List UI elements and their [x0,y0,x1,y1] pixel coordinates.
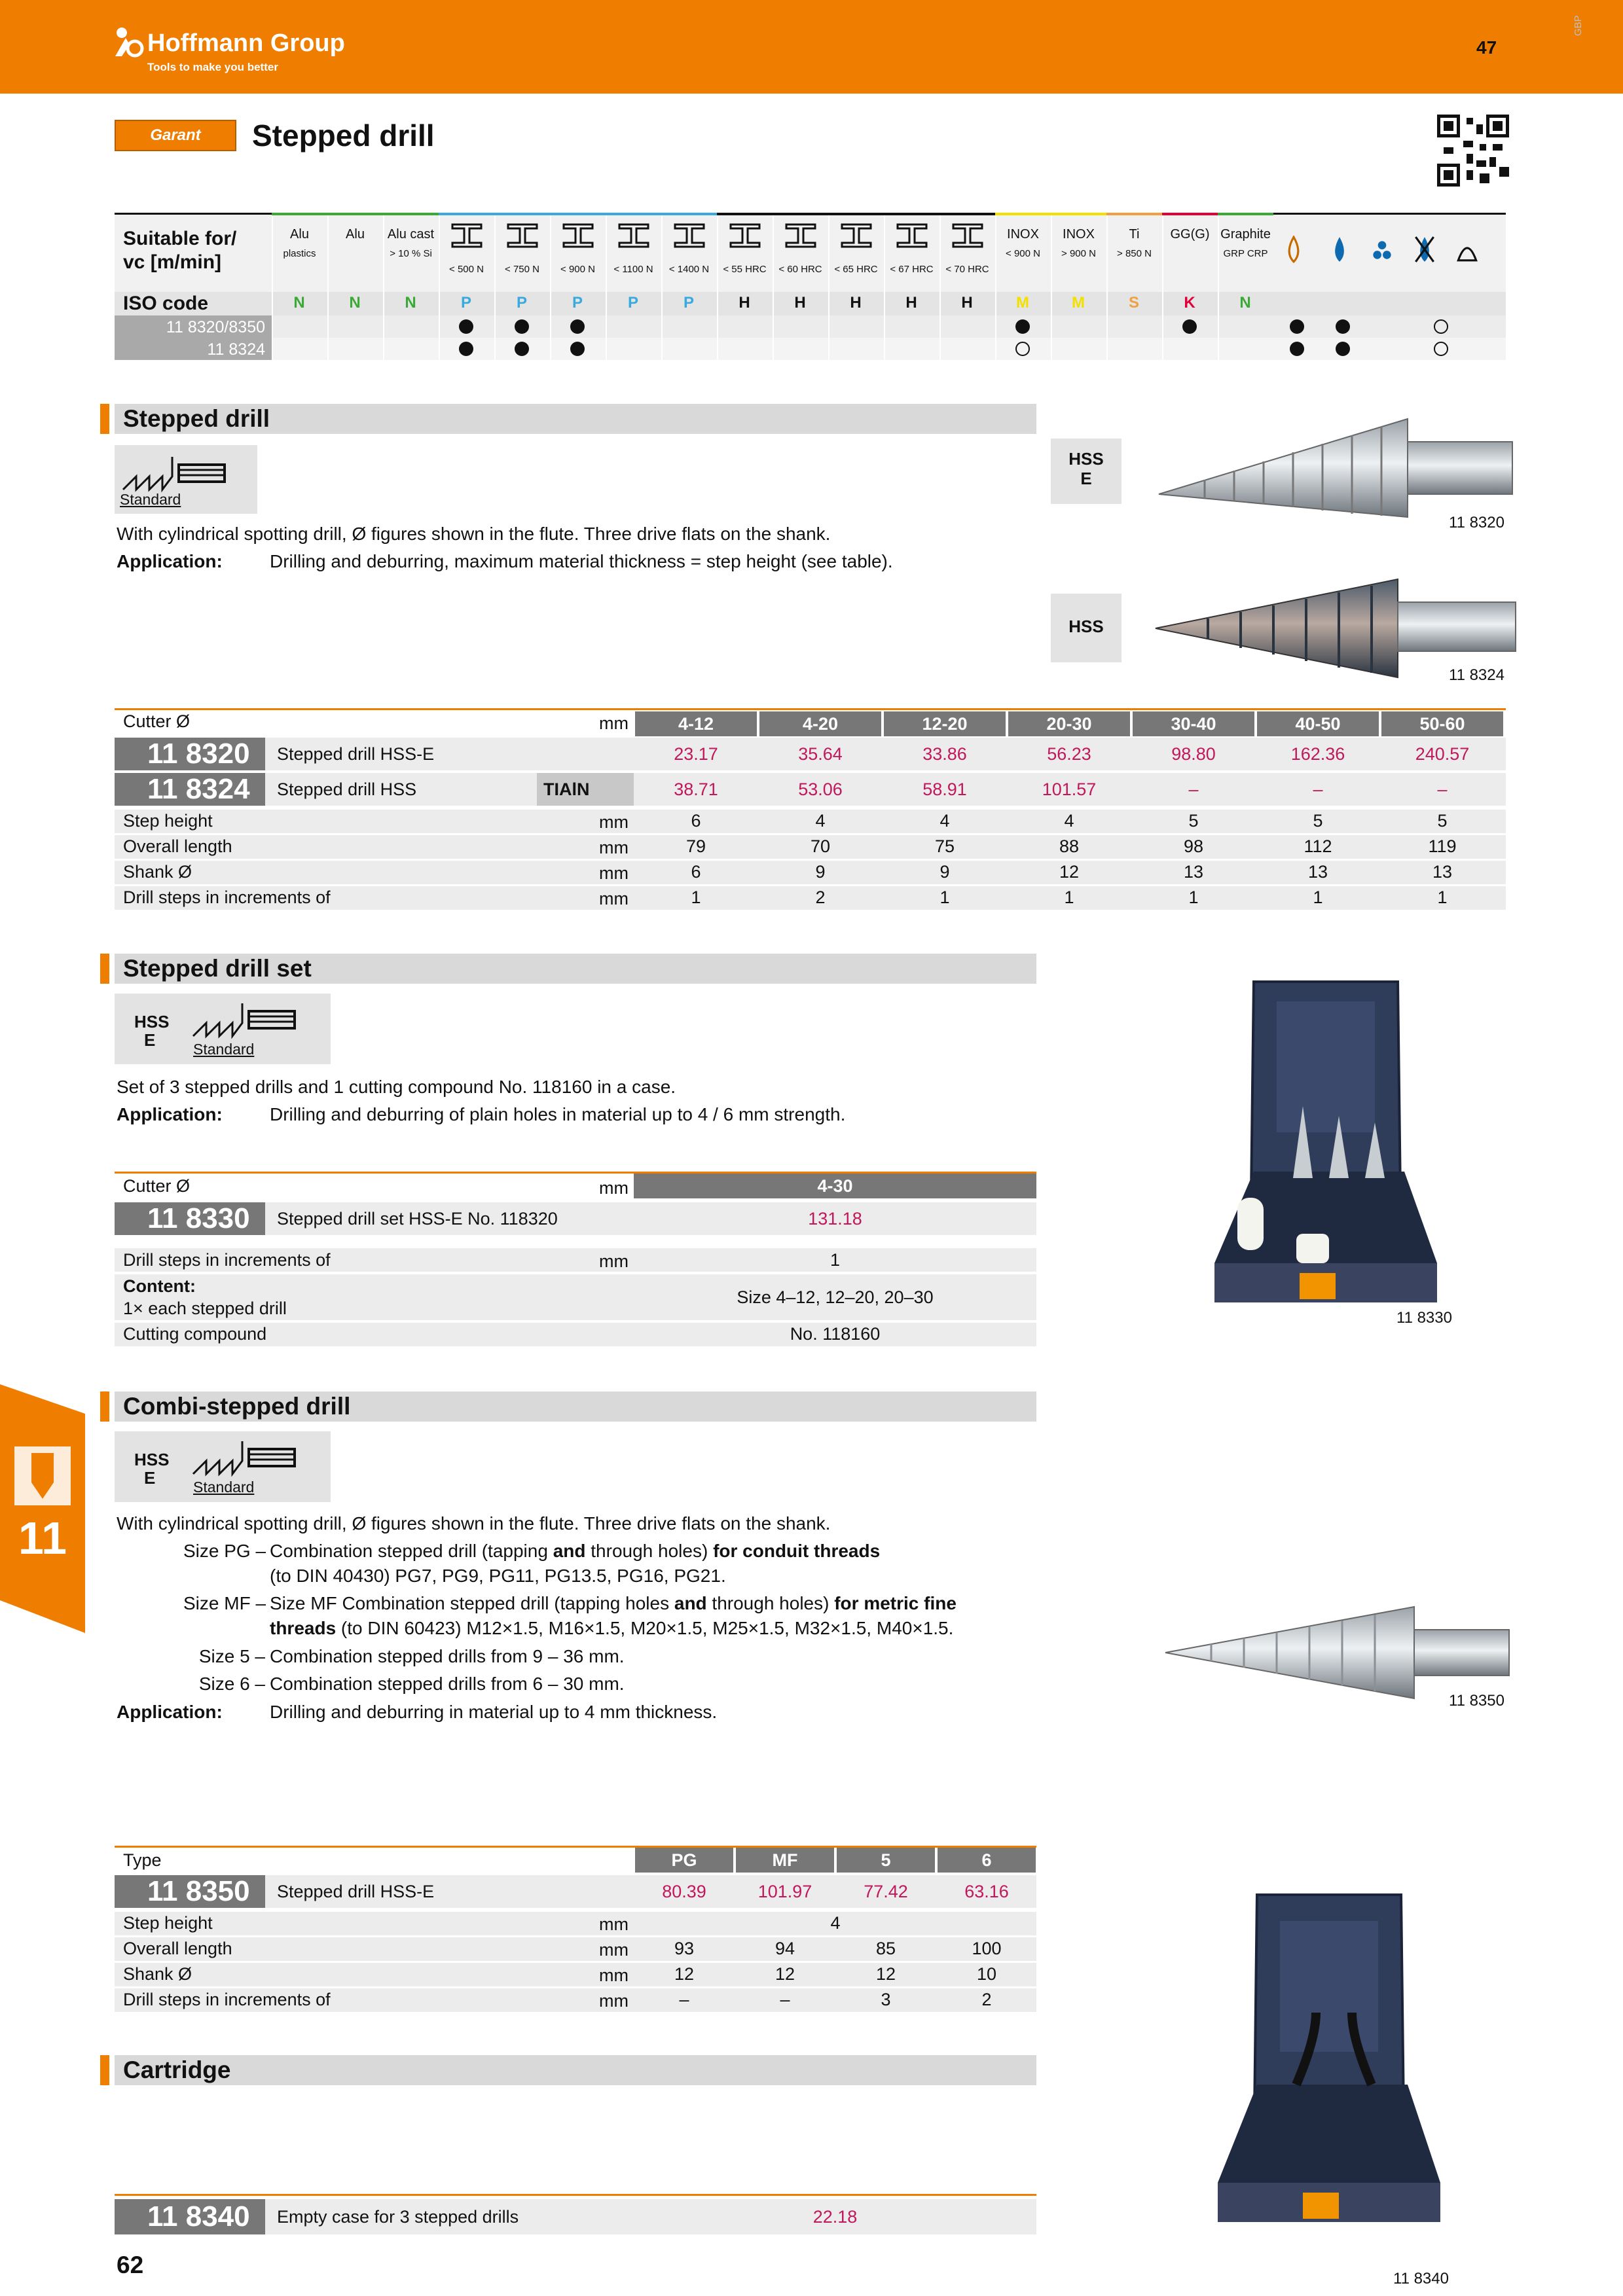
spec-value: 12 [775,1964,795,1984]
spec-value: 70 [810,836,831,856]
spec-value: 1 [1064,888,1074,907]
spec-value: 13 [1183,862,1204,882]
iso-code: P [572,294,583,312]
qr-code-icon[interactable] [1437,115,1509,187]
region-code: GBP [1573,15,1584,36]
iso-code: H [794,294,806,312]
price: – [1313,780,1323,799]
price: 101.97 [757,1882,812,1901]
iso-color-bar [1051,213,1106,215]
size-text-pg [270,1541,880,1562]
iso-color-bar [1106,213,1162,215]
iso-code: P [683,294,694,312]
section3-app-label: Application: [117,1702,223,1722]
spec-value: 79 [685,836,706,856]
material-column-divider [439,215,440,360]
price: 38.71 [674,780,718,799]
spec-label: Step height [123,811,213,831]
content-value: Size 4–12, 12–20, 20–30 [737,1287,934,1307]
divider [115,1272,1036,1273]
price: 63.16 [964,1882,1009,1901]
material-strength: < 1100 N [613,264,653,275]
spec-label: Step height [123,1913,213,1933]
steel-ibeam-icon [506,223,539,249]
suitable-dot [459,319,473,334]
suitable-dot [1336,342,1350,356]
material-name: INOX [1007,227,1039,242]
size-label-mf: Size MF – [183,1593,266,1613]
spec-value: – [679,1990,689,2009]
size-text: Size MF Combination stepped drill (tapping holes [270,1593,674,1613]
image-caption-118350: 11 8350 [1449,1692,1504,1710]
iso-color-bar [773,213,828,215]
standard-label: Standard [193,1479,255,1496]
suitable-dot [1182,319,1197,334]
material-strength: plastics [283,248,316,259]
price: 240.57 [1415,744,1470,764]
standard-icon-box [115,445,257,514]
size-header: 12-20 [884,711,1006,736]
section3-description: With cylindrical spotting drill, Ø figures shown in the flute. Three drive flats on the shank. [117,1513,831,1534]
table2-size-header: 4-30 [634,1174,1036,1198]
spec-value: 98 [1183,836,1204,856]
mat-row-2-label: 11 8324 [207,340,265,359]
price: 53.06 [798,780,843,799]
material-strength: < 900 N [1006,248,1040,259]
material-name: Alu cast [387,227,435,242]
price: 23.17 [674,744,718,764]
size-line2-mf [270,1618,953,1639]
material-strength: < 67 HRC [890,264,934,275]
suitable-dot [1290,342,1304,356]
mat-row-1-label: 11 8320/8350 [166,318,265,336]
conditional-ring [1015,342,1030,356]
material-strength: < 500 N [449,264,484,275]
standard-drill-icon [190,1000,321,1046]
article-description: Stepped drill HSS-E [277,744,435,764]
size-text: Combination stepped drill (tapping [270,1541,553,1561]
size-text-6: Combination stepped drills from 6 – 30 mm. [270,1674,625,1694]
article-description: Stepped drill HSS-E [277,1882,435,1901]
material-strength: < 60 HRC [778,264,822,275]
table3-head-label: Type [123,1850,162,1870]
table4-topline [115,2194,1036,2196]
material-strength: > 900 N [1061,248,1096,259]
spec-value: 5 [1313,811,1323,831]
section-title-combi-stepped-drill: Combi-stepped drill [123,1393,351,1420]
iso-color-bar [884,213,939,215]
spec-value: 2 [981,1990,992,2009]
section1-app-text: Drilling and deburring, maximum material thickness = step height (see table). [270,551,893,571]
size-label-5: Size 5 – [198,1646,265,1666]
spec-value: 12 [674,1964,695,1984]
size-header: 4-12 [635,711,757,736]
coating-label: TIAlN [543,780,590,799]
material-column-divider [550,215,551,360]
size-text: through holes) [585,1541,714,1561]
spec-value: 12 [875,1964,896,1984]
suitable-dot [1290,319,1304,334]
section2-description: Set of 3 stepped drills and 1 cutting compound No. 118160 in a case. [117,1077,676,1097]
size-header: 40-50 [1257,711,1379,736]
section-accent [100,2055,109,2085]
standard-drill-icon [190,1438,321,1484]
spec-value: 85 [875,1939,896,1958]
iso-color-bar [272,213,327,215]
iso-color-bar [717,213,773,215]
price: 98.80 [1171,744,1216,764]
article-description: Empty case for 3 stepped drills [277,2207,519,2227]
price: 22.18 [812,2207,858,2227]
material-grade: E [144,1030,156,1050]
material-column-divider [494,215,496,360]
material-column-divider [606,215,607,360]
size-text-5: Combination stepped drills from 9 – 36 mm. [270,1646,625,1666]
iso-code: N [405,294,416,312]
spec-unit: mm [599,1991,629,2011]
suitable-for-label: Suitable for/ [123,228,237,249]
material-column-divider [773,215,774,360]
spec-unit: mm [599,1914,629,1934]
spec-label: Shank Ø [123,1964,192,1984]
size-bold: and [553,1541,586,1561]
iso-color-bar [383,213,439,215]
spec-value: 2 [815,888,826,907]
garant-badge: Garant [115,120,236,151]
material-strength: < 1400 N [668,264,710,275]
price: 162.36 [1290,744,1345,764]
spec-label: Drill steps in increments of [123,888,331,907]
spec-value: 3 [881,1990,891,2009]
spec-value: 4 [815,811,826,831]
material-name: Ti [1129,227,1140,242]
iso-code-label: ISO code [123,293,209,314]
spec-value: 4 [1064,811,1074,831]
conditional-ring [1434,319,1448,334]
size-header: 4-20 [759,711,881,736]
spec-value: 93 [674,1939,695,1958]
spec-label: Overall length [123,1939,232,1958]
material-strength: > 850 N [1117,248,1152,259]
spec-value: 119 [1428,836,1457,856]
section1-app-label: Application: [117,551,223,571]
footer-page-number: 62 [117,2251,144,2278]
article-description: Stepped drill set HSS-E No. 118320 [277,1209,558,1229]
spec-value: 75 [934,836,955,856]
conditional-ring [1434,342,1448,356]
iso-code: P [516,294,527,312]
iso-code: P [627,294,638,312]
hoffmann-logo-icon [113,26,145,59]
size-header: 30-40 [1133,711,1254,736]
compound-label: Cutting compound [123,1324,267,1344]
material-column-divider [828,215,830,360]
article-number: 11 8330 [147,1202,250,1234]
material-label: HSS [134,1012,170,1031]
material-name: Graphite [1220,227,1271,242]
drill-set-case-image [1214,975,1437,1316]
spec-value: 94 [775,1939,795,1958]
price: 58.91 [922,780,967,799]
vc-label: vc [m/min] [123,251,222,273]
size-text: (to DIN 60423) M12×1.5, M16×1.5, M20×1.5, M25×1.5, M32×1.5, M40×1.5. [336,1618,954,1638]
spec-value: 9 [815,862,826,882]
article-number: 11 8340 [147,2200,250,2233]
content-label: Content: [123,1276,196,1296]
price: – [1437,780,1448,799]
emulsion-drop-icon [1329,236,1350,263]
compound-value: No. 118160 [790,1324,881,1344]
size-bold: for conduit threads [713,1541,881,1561]
standard-label: Standard [120,491,181,508]
dry-icon [1414,236,1435,263]
spec-unit: mm [599,1940,629,1960]
iso-code: N [293,294,305,312]
oil-drop-icon [1283,236,1304,263]
material-strength: < 65 HRC [834,264,878,275]
steel-ibeam-icon [896,223,928,249]
spec-unit: mm [599,889,629,908]
iso-color-bar [939,213,995,215]
material-strength: > 10 % Si [390,248,432,259]
size-bold: threads [270,1618,337,1638]
spec-unit: mm [599,838,629,857]
material-strength: GRP CRP [1223,248,1268,259]
page-title: Stepped drill [252,118,435,152]
suitable-dot [570,342,585,356]
spec-value: 6 [691,862,701,882]
air-icon [1457,236,1478,263]
section-title-stepped-drill: Stepped drill [123,405,270,432]
steel-ibeam-icon [450,223,483,249]
spec-value: 10 [976,1964,997,1984]
material-grade: E [144,1468,156,1488]
price: 56.23 [1047,744,1091,764]
suitable-dot [515,342,529,356]
brand-tagline: Tools to make you better [147,61,278,73]
spec-label: Drill steps in increments of [123,1990,331,2009]
material-grade: E [1080,469,1092,488]
section-title-cartridge: Cartridge [123,2056,231,2083]
iso-color-bar [550,213,606,215]
size-bold: and [674,1593,707,1613]
spec-unit: mm [599,863,629,883]
size-header: 50-60 [1381,711,1503,736]
material-strength: < 55 HRC [723,264,767,275]
size-label-6: Size 6 – [198,1674,265,1694]
material-strength: < 750 N [505,264,539,275]
spec-value: 9 [939,862,950,882]
stepped-drill-image [1126,396,1519,527]
size-header: 20-30 [1008,711,1130,736]
material-column-divider [661,215,663,360]
spec-value: 13 [1307,862,1328,882]
steel-ibeam-icon [951,223,984,249]
hsse-standard-icon-box [115,994,331,1064]
spec-unit: mm [599,1965,629,1985]
steel-ibeam-icon [840,223,873,249]
iso-code: N [1239,294,1251,312]
spec-value: 12 [1059,862,1080,882]
iso-code: S [1128,294,1139,312]
suitable-dot [515,319,529,334]
spec-value: 4 [830,1913,841,1933]
size-label-pg: Size PG – [183,1541,266,1561]
material-column-divider [884,215,885,360]
steel-ibeam-icon [673,223,706,249]
article-number: 11 8320 [147,738,250,770]
price: – [1188,780,1199,799]
chapter-number: 11 [18,1513,67,1564]
spec-value: 1 [939,888,950,907]
spec-value: 5 [1437,811,1448,831]
spec-value: 1 [830,1250,841,1270]
price: 131.18 [808,1209,862,1229]
iso-code: K [1184,294,1195,312]
size-bold: for metric fine [834,1593,957,1613]
material-column-divider [939,215,941,360]
material-column-divider [717,215,718,360]
brand-name: Hoffmann Group [147,29,345,57]
size-text-mf [270,1593,957,1614]
section2-app-text: Drilling and deburring of plain holes in material up to 4 / 6 mm strength. [270,1104,846,1124]
section2-app-label: Application: [117,1104,223,1124]
spec-unit: mm [599,812,629,832]
section-accent [100,954,109,984]
table1-head-unit: mm [599,713,629,733]
spec-label: Drill steps in increments of [123,1250,331,1270]
material-name: INOX [1063,227,1095,242]
iso-code: M [1016,294,1029,312]
article-description: Stepped drill HSS [277,780,417,799]
size-text: through holes) [706,1593,835,1613]
article-number: 11 8350 [147,1875,250,1907]
steel-ibeam-icon [617,223,650,249]
spec-value: 1 [1313,888,1323,907]
suitable-dot [459,342,473,356]
material-label: HSS [134,1450,170,1469]
material-name: GG(G) [1170,227,1210,242]
type-header: 5 [837,1848,935,1873]
section3-app-text: Drilling and deburring in material up to 4 mm thickness. [270,1702,718,1722]
iso-color-bar [606,213,661,215]
material-badge-hsse [1051,439,1122,504]
iso-code: P [460,294,471,312]
mist-icon [1372,236,1393,263]
image-caption-118320: 11 8320 [1449,514,1504,531]
iso-code: H [905,294,917,312]
spec-value: 6 [691,811,701,831]
spec-value: 100 [972,1939,1002,1958]
suitable-dot [570,319,585,334]
article-number: 11 8324 [147,773,250,805]
image-caption-118324: 11 8324 [1449,666,1504,684]
table2-head-unit: mm [599,1178,629,1198]
size-line2-pg: (to DIN 40430) PG7, PG9, PG11, PG13.5, PG16, PG21. [270,1566,726,1586]
spec-value: 5 [1188,811,1199,831]
content-sub: 1× each stepped drill [123,1299,287,1318]
image-caption-118340: 11 8340 [1393,2270,1449,2287]
type-header: 6 [938,1848,1036,1873]
price: 77.42 [864,1882,908,1901]
suitable-dot [1015,319,1030,334]
page-number: 47 [1476,37,1497,58]
price: 80.39 [662,1882,706,1901]
iso-color-bar [1218,213,1273,215]
section-accent [100,1391,109,1422]
type-header: MF [736,1848,834,1873]
empty-case-image [1218,1888,1440,2235]
steel-ibeam-icon [784,223,817,249]
price: 33.86 [922,744,967,764]
iso-color-bar [661,213,717,215]
iso-color-bar [327,213,383,215]
standard-label: Standard [193,1041,255,1058]
iso-color-bar [828,213,884,215]
suitable-dot [1336,319,1350,334]
chapter-tab[interactable] [0,1384,85,1633]
iso-color-bar [439,213,494,215]
material-label: HSS [1068,617,1104,636]
iso-code: H [850,294,862,312]
iso-code: M [1072,294,1085,312]
material-strength: < 70 HRC [945,264,989,275]
material-badge-hss [1051,594,1122,662]
spec-value: 1 [691,888,701,907]
spec-value: 88 [1059,836,1080,856]
material-label: HSS [1068,449,1104,469]
section1-description: With cylindrical spotting drill, Ø figures shown in the flute. Three drive flats on the shank. [117,524,831,544]
spec-unit: mm [599,1251,629,1271]
spec-value: – [780,1990,790,2009]
price: 101.57 [1042,780,1097,799]
spec-value: 1 [1188,888,1199,907]
hsse-standard-icon-box [115,1431,331,1502]
spec-value: 112 [1304,836,1332,856]
material-name: Alu [346,227,365,242]
image-caption-118330: 11 8330 [1396,1309,1452,1327]
spec-value: 13 [1432,862,1453,882]
type-header: PG [635,1848,733,1873]
table1-head-label: Cutter Ø [123,711,191,731]
price: 35.64 [798,744,843,764]
iso-color-bar [494,213,550,215]
material-name: Alu [290,227,309,242]
section-title-stepped-drill-set: Stepped drill set [123,955,312,982]
spec-label: Overall length [123,836,232,856]
section-bar [115,2055,1036,2085]
material-strength: < 900 N [560,264,595,275]
iso-code: N [349,294,361,312]
iso-code: H [961,294,973,312]
spec-value: 1 [1437,888,1448,907]
steel-ibeam-icon [729,223,761,249]
iso-color-bar [995,213,1051,215]
spec-value: 4 [939,811,950,831]
section-accent [100,404,109,434]
table2-head-label: Cutter Ø [123,1176,191,1196]
iso-color-bar [1162,213,1218,215]
spec-label: Shank Ø [123,862,192,882]
iso-code: H [739,294,750,312]
steel-ibeam-icon [562,223,594,249]
